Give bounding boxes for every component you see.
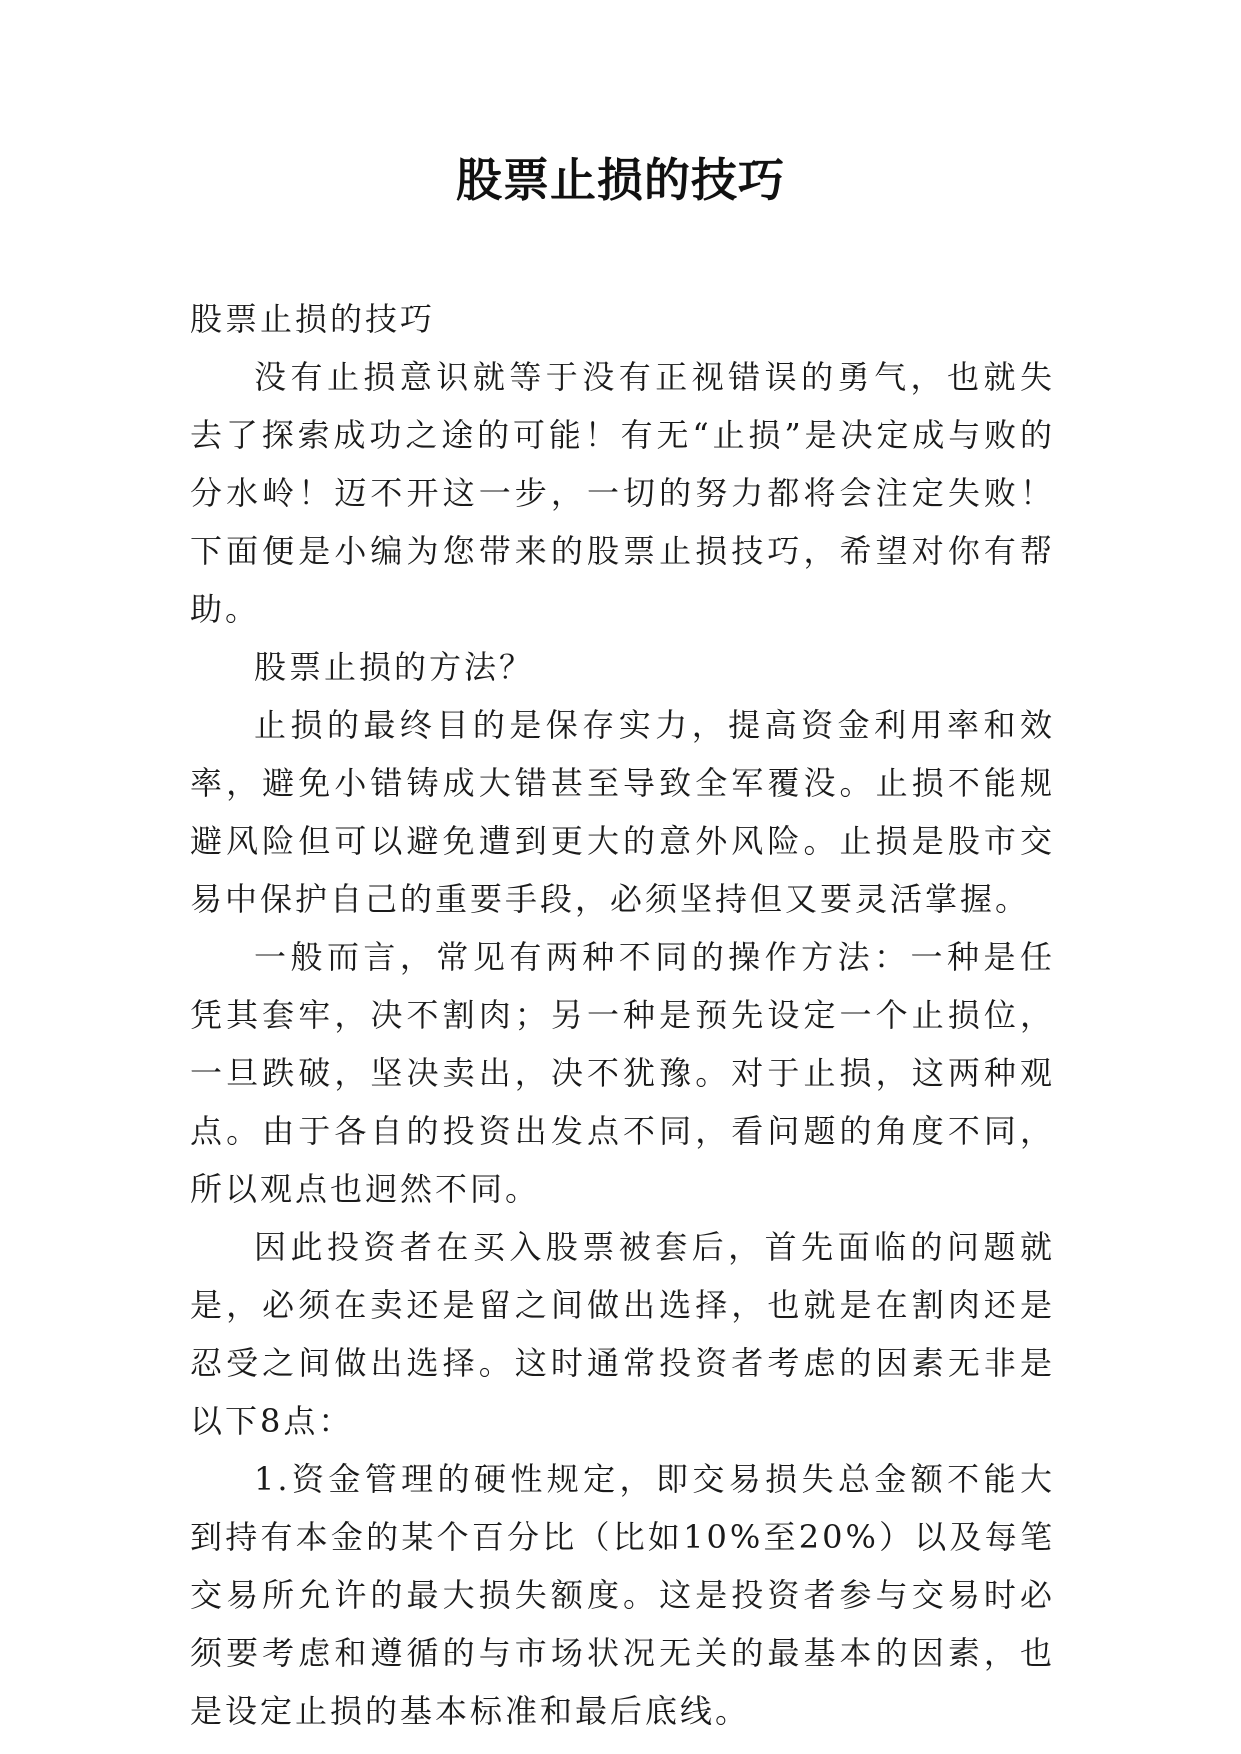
paragraph: 股票止损的技巧 bbox=[190, 300, 436, 338]
document-title: 股票止损的技巧 bbox=[456, 153, 785, 207]
paragraph: 因此投资者在买入股票被套后，首先面临的问题就是，必须在卖还是留之间做出选择，也就是在割肉还是忍受之间做出选择。这时通常投资者考虑的因素无非是以下8点： bbox=[190, 1228, 1055, 1440]
document-body bbox=[190, 290, 1055, 1740]
paragraph: 1.资金管理的硬性规定，即交易损失总金额不能大到持有本金的某个百分比（比如10%至20%）以及每笔交易所允许的最大损失额度。这是投资者参与交易时必须要考虑和遵循的与市场状况无关的最基本的因素，也是设定止损的基本标准和最后底线。 bbox=[190, 1460, 1055, 1730]
paragraph: 一般而言，常见有两种不同的操作方法：一种是任凭其套牢，决不割肉；另一种是预先设定一个止损位，一旦跌破，坚决卖出，决不犹豫。对于止损，这两种观点。由于各自的投资出发点不同，看问题的角度不同，所以观点也迥然不同。 bbox=[190, 938, 1055, 1208]
paragraph: 没有止损意识就等于没有正视错误的勇气，也就失去了探索成功之途的可能！有无“止损”是决定成与败的分水岭！迈不开这一步，一切的努力都将会注定失败！下面便是小编为您带来的股票止损技巧，希望对你有帮助。 bbox=[190, 358, 1055, 628]
paragraph: 股票止损的方法？ bbox=[254, 648, 535, 686]
paragraph: 止损的最终目的是保存实力，提高资金利用率和效率，避免小错铸成大错甚至导致全军覆没。止损不能规避风险但可以避免遭到更大的意外风险。止损是股市交易中保护自己的重要手段，必须坚持但又要灵活掌握。 bbox=[190, 706, 1055, 918]
